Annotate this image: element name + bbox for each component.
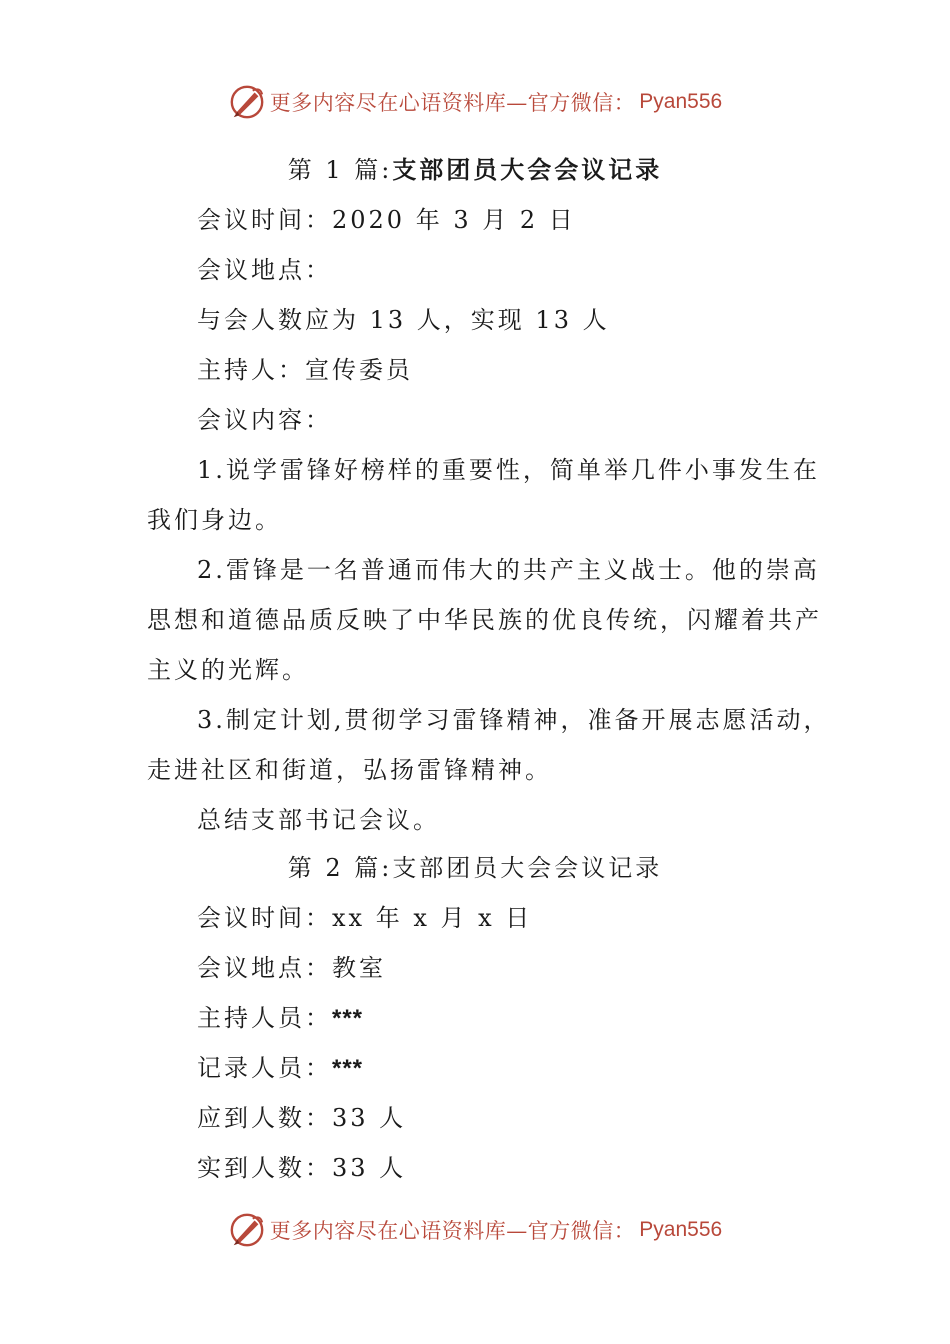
watermark-header bbox=[0, 82, 950, 122]
pen-logo-icon bbox=[228, 83, 266, 121]
section1-item1-line1: 1.说学雷锋好榜样的重要性，简单举几件小事发生在 bbox=[197, 456, 820, 484]
watermark-text: 更多内容尽在心语资料库—官方微信： bbox=[269, 91, 636, 115]
section2-host-label: 主持人员： bbox=[197, 1004, 332, 1032]
section1-title bbox=[0, 155, 950, 185]
section2-recorder-value: *** bbox=[332, 1055, 364, 1082]
section1-item2-line2: 思想和道德品质反映了中华民族的优良传统，闪耀着共产 bbox=[147, 606, 822, 634]
section2-title-main: 支部团员大会会议记录 bbox=[392, 854, 663, 882]
section1-title-main: 支部团员大会会议记录 bbox=[392, 155, 663, 184]
section1-content-label: 会议内容： bbox=[197, 406, 332, 434]
watermark-footer bbox=[0, 1210, 950, 1250]
section2-actual: 实到人数：33 人 bbox=[197, 1154, 407, 1182]
section1-item2-line1: 2.雷锋是一名普通而伟大的共产主义战士。他的崇高 bbox=[197, 556, 820, 584]
section2-host-value: *** bbox=[332, 1005, 364, 1032]
section1-place: 会议地点： bbox=[197, 256, 332, 284]
section1-title-prefix: 第 1 篇: bbox=[287, 156, 393, 184]
section2-recorder-label: 记录人员： bbox=[197, 1054, 332, 1082]
section1-item2-line3: 主义的光辉。 bbox=[147, 656, 309, 684]
section1-attendance: 与会人数应为 13 人，实现 13 人 bbox=[197, 306, 610, 334]
section1-time: 会议时间：2020 年 3 月 2 日 bbox=[197, 206, 576, 234]
watermark-id: Pyan556 bbox=[639, 90, 723, 113]
section2-expected: 应到人数：33 人 bbox=[197, 1104, 407, 1132]
section2-place: 会议地点：教室 bbox=[197, 954, 386, 982]
watermark-text: 更多内容尽在心语资料库—官方微信： bbox=[269, 1219, 636, 1243]
pen-logo-icon bbox=[228, 1211, 266, 1249]
section2-time: 会议时间：xx 年 x 月 x 日 bbox=[197, 904, 533, 932]
section1-summary: 总结支部书记会议。 bbox=[197, 806, 440, 834]
watermark-id: Pyan556 bbox=[639, 1218, 723, 1241]
section1-item3-line2: 走进社区和街道，弘扬雷锋精神。 bbox=[147, 756, 552, 784]
section1-item1-line2: 我们身边。 bbox=[147, 506, 282, 534]
section2-title bbox=[0, 853, 950, 883]
section2-title-prefix: 第 2 篇: bbox=[287, 854, 393, 882]
section2-host bbox=[197, 1003, 363, 1034]
section1-host: 主持人：宣传委员 bbox=[197, 356, 413, 384]
section1-item3-line1: 3.制定计划,贯彻学习雷锋精神，准备开展志愿活动， bbox=[197, 706, 831, 734]
section2-recorder bbox=[197, 1053, 363, 1084]
